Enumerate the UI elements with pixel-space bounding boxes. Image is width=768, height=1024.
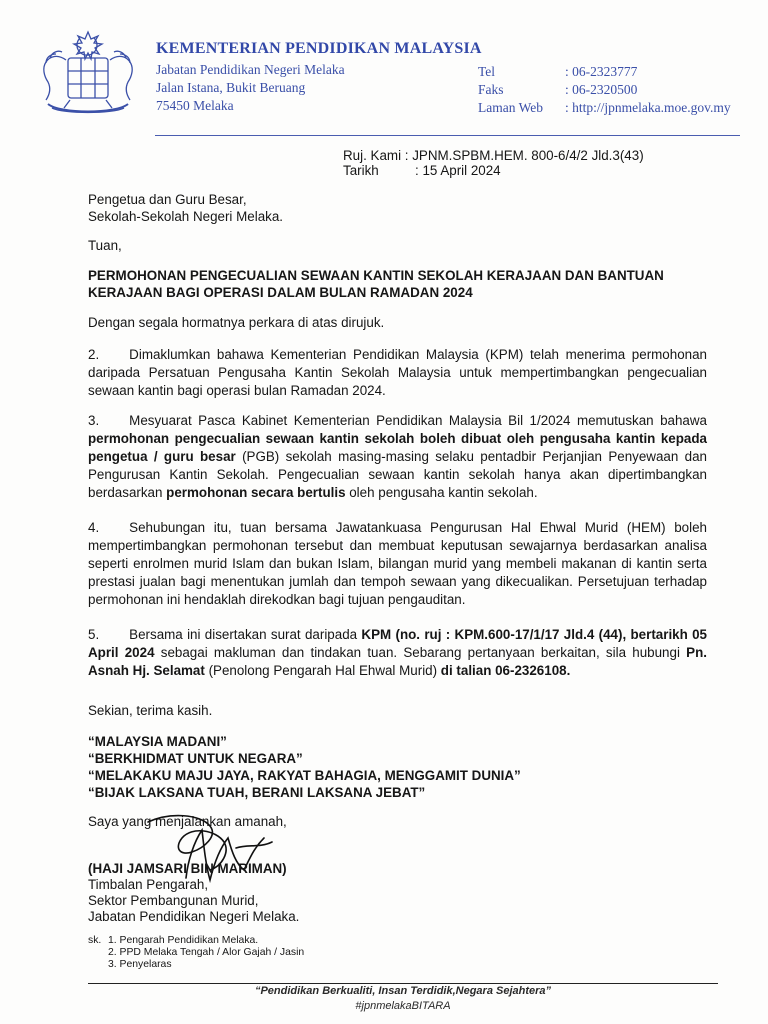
recipient-line-1: Pengetua dan Guru Besar, [88,192,247,207]
address-line-2: Jalan Istana, Bukit Beruang [156,80,306,95]
subject-line-1: PERMOHONAN PENGECUALIAN SEWAAN KANTIN SEKOLAH KERAJAAN DAN BANTUAN [88,268,664,283]
signatory-title-1: Timbalan Pengarah, [88,877,209,892]
paragraph-4-number: 4. [88,520,100,535]
paragraph-3-bold-a: permohonan pengecualian sewaan kantin sekolah boleh dibuat oleh pengusaha kantin kepada pengetua / guru besar [88,431,707,464]
address-line-3: 75450 Melaka [156,98,234,113]
signatory-name: (HAJI JAMSARI BIN MARIMAN) [88,861,287,876]
paragraph-3-bold-d: permohonan secara bertulis [166,485,346,500]
sign-off: Saya yang menjalankan amanah, [88,814,287,829]
paragraph-5-number: 5. [88,627,100,642]
fax-label: Faks [478,82,504,97]
signatory-title-3: Jabatan Pendidikan Negeri Melaka. [88,909,300,924]
paragraph-2 [88,346,707,400]
malaysia-coat-of-arms-icon [30,28,146,120]
cc-item-3: 3. Penyelaras [108,959,172,970]
paragraph-3-text-c: (PGB) sekolah masing-masing selaku pentadbir Perjanjian Penyewaan dan Pengurusan Kantin Sekolah. Pengecualian sewaan kantin sekolah hanya akan dipertimbangkan berdasarkan [88,449,707,500]
paragraph-3-text-e: oleh pengusaha kantin sekolah. [345,485,538,500]
cc-item-1: 1. Pengarah Pendidikan Melaka. [108,935,259,946]
footer-tagline: “Pendidikan Berkualiti, Insan Terdidik,Negara Sejahtera” [254,985,552,997]
tel-value: : 06-2323777 [565,64,638,79]
reference-value: : JPNM.SPBM.HEM. 800-6/4/2 Jld.3(43) [404,148,644,163]
paragraph-5-bold-b: KPM (no. ruj : KPM.600-17/1/17 Jld.4 (44), bertarikh 05 April 2024 [88,627,708,660]
paragraph-5-bold-f: di talian 06-2326108. [440,663,571,678]
cc-label: sk. [88,935,102,946]
letterhead-divider [155,135,740,136]
recipient-line-2: Sekolah-Sekolah Negeri Melaka. [88,209,284,224]
paragraph-5 [88,626,707,680]
opening-line: Dengan segala hormatnya perkara di atas dirujuk. [88,315,385,330]
motto-2: “BERKHIDMAT UNTUK NEGARA” [88,751,303,766]
paragraph-5-bold-d: Pn. Asnah Hj. Selamat [88,645,707,678]
website-link[interactable]: : http://jpnmelaka.moe.gov.my [565,100,731,115]
date-label: Tarikh [343,163,379,178]
paragraph-4-text: Sehubungan itu, tuan bersama Jawatankuasa Pengurusan Hal Ehwal Murid (HEM) boleh mempertimbangkan permohonan tersebut dan membuat keputusan sewajarnya berdasarkan analisa seperti enrolmen murid Islam dan bukan Islam, bilangan murid yang membeli makanan di kantin serta prestasi jualan bagi menentukan jumlah dan tempoh sewaan yang dikecualikan. Persetujuan terhadap permohonan ini hendaklah direkodkan bagi tujuan pengauditan. [88,520,707,607]
paragraph-3-number: 3. [88,413,100,428]
paragraph-5-text-a: Bersama ini disertakan surat daripada [129,627,362,642]
address-line-1: Jabatan Pendidikan Negeri Melaka [156,62,345,77]
fax-value: : 06-2320500 [565,82,638,97]
closing-line: Sekian, terima kasih. [88,703,213,718]
footer-hashtag: #jpnmelakaBITARA [355,1000,451,1012]
paragraph-2-text: Dimaklumkan bahawa Kementerian Pendidikan Malaysia (KPM) telah menerima permohonan daripada Persatuan Pengusaha Kantin Sekolah Malaysia untuk mempertimbangkan pengecualian sewaan kantin bagi operasi bulan Ramadan 2024. [88,347,707,398]
reference-date [343,162,501,180]
date-value: : 15 April 2024 [415,163,501,178]
reference-label: Ruj. Kami [343,148,402,163]
footer-divider [88,983,718,984]
paragraph-3 [88,412,707,502]
website-label: Laman Web [478,100,544,115]
paragraph-5-text-e: (Penolong Pengarah Hal Ehwal Murid) [204,663,441,678]
cc-item-2: 2. PPD Melaka Tengah / Alor Gajah / Jasin [108,947,305,958]
motto-4: “BIJAK LAKSANA TUAH, BERANI LAKSANA JEBAT” [88,785,426,800]
tel-label: Tel [478,64,496,79]
signatory-title-2: Sektor Pembangunan Murid, [88,893,259,908]
motto-1: “MALAYSIA MADANI” [88,734,227,749]
motto-3: “MELAKAKU MAJU JAYA, RAKYAT BAHAGIA, MENGGAMIT DUNIA” [88,768,521,783]
paragraph-3-text-a: Mesyuarat Pasca Kabinet Kementerian Pendidikan Malaysia Bil 1/2024 memutuskan bahawa [129,413,707,428]
subject-line-2: KERAJAAN BAGI OPERASI DALAM BULAN RAMADAN 2024 [88,285,473,300]
paragraph-4 [88,519,707,609]
salutation: Tuan, [88,238,122,253]
ministry-name: KEMENTERIAN PENDIDIKAN MALAYSIA [156,40,482,57]
paragraph-2-number: 2. [88,347,100,362]
paragraph-5-text-c: sebagai makluman dan tindakan tuan. Sebarang pertanyaan berkaitan, sila hubungi [154,645,687,660]
